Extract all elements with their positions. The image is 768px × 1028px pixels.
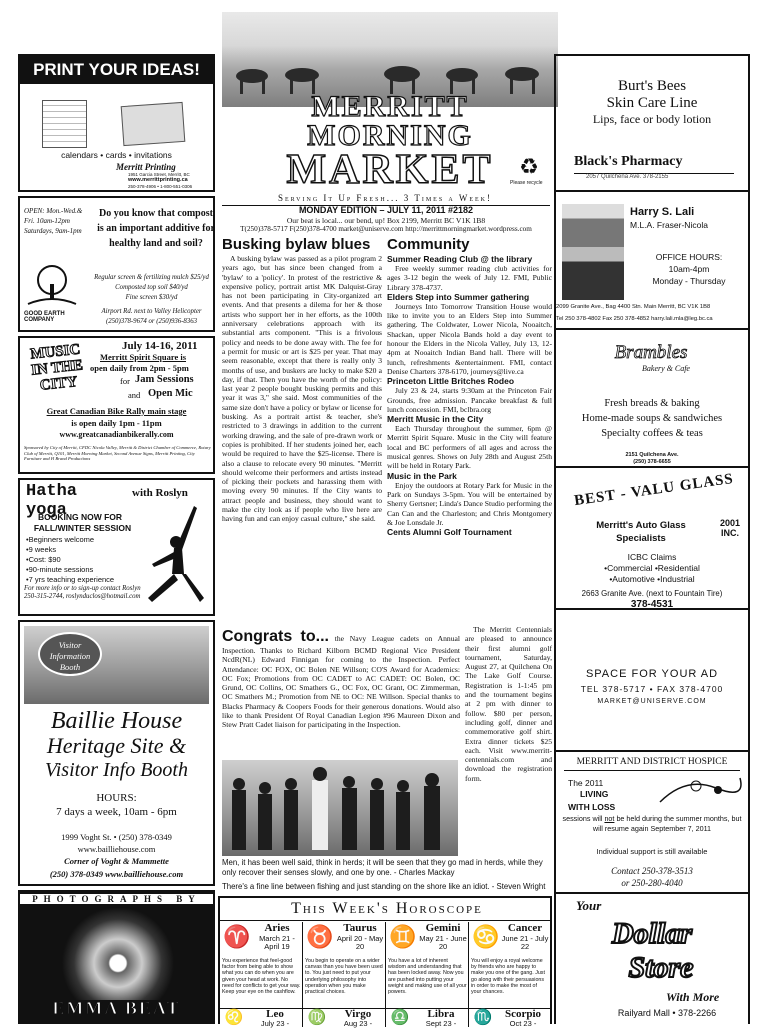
music-rally: Great Canadian Bike Rally main stage — [46, 406, 187, 416]
burts-line-3: Lips, face or body lotion — [592, 112, 712, 126]
contact-line: T(250)378-5717 F(250)378-4700 market@uniserve.com http://merrittmorningmarket.wordpress.com — [240, 225, 532, 233]
congrats-body: the Navy League cadets on Annual Inspection. Thanks to Richard Kilborn BCMD Regional Vice President NcdR(NL) Edward Finnigan for coming to the Inspection. Perfect Attendance: OC FOX, OC Bolen NE Willson; CO'S Award for Academics: OC Fox; Promotions from OC CADET to AC CADET: OC Bolen, OC Grund, OC Collins, OC Smathers G., OC Fox, OC Grant, OC Zimmerman, OC Smathers M.; Promotion from NE to OC: NE Willson. Special thanks to Blacks Pharmacy & Coopers Foods for their generous donations. Would also like to thank President Of Royal Canadian Legion #96 Maureen Dixon and Stew Pratt Cadet liaison for participating in the Inspection. — [222, 634, 460, 730]
bestvalu-address: 2663 Granite Ave. (next to Fountain Tire) — [581, 589, 723, 598]
bestvalu-phone: 378-4531 — [630, 599, 674, 610]
scorpio-icon: ♏ — [473, 1010, 493, 1026]
horoscope-sign-dates: April 20 - May 20 — [336, 934, 384, 951]
horoscope-box — [218, 896, 552, 1028]
music-sponsors: Sponsored by City of Merritt, CFDC Nicola Valley, Merritt & District Chamber of Commerce, Rotary Club of Merritt, Q101, Merritt Morning Market, Second Avenue Signs, Merritt Printing, City Furniture and H Brand Productions — [24, 445, 211, 462]
photo-ad — [18, 890, 215, 1024]
lali-ad — [556, 194, 748, 330]
horoscope-cell — [220, 1009, 303, 1027]
yoga-bullet-3: •Cost: $90 — [26, 555, 61, 564]
print-ad-items: calendars • cards • invitations — [61, 150, 172, 160]
yoga-figure — [138, 502, 214, 612]
horoscope-sign-dates: Aug 23 - — [343, 1019, 373, 1028]
horoscope-sign-dates: July 23 - — [260, 1019, 290, 1028]
aries-icon: ♈ — [223, 924, 251, 949]
horoscope-sign-name: Gemini — [425, 922, 461, 934]
music-dates: July 14-16, 2011 — [122, 340, 198, 352]
print-ad — [18, 54, 215, 192]
congrats-headline: Congrats to... — [222, 628, 329, 645]
quote-1: Men, it has been well said, think in herds; it will be seen that they go mad in herds, while they only recover their senses slowly, and one by one. - Charles Mackay — [222, 858, 543, 877]
brambles-ad — [556, 332, 748, 468]
community-item-body: Free weekly summer reading club activities for ages 3-12 begin the week of July 12. FMI, Public Library 378-4737. — [387, 264, 552, 292]
busking-headline: Busking bylaw blues — [222, 236, 371, 253]
space-ad-email[interactable]: MARKET@UNISERVE.COM — [597, 698, 707, 705]
music-ad — [18, 336, 215, 474]
community-item-title: Princeton Little Britches Rodeo — [387, 376, 515, 387]
yoga-bullet-2: •9 weeks — [26, 545, 57, 554]
lali-portrait — [562, 204, 624, 300]
masthead-title-morning: MORNING — [307, 119, 473, 152]
print-ad-address: 1951 Garcia Street, Merritt, BC — [128, 172, 190, 177]
hospice-the: The 2011 — [568, 778, 604, 788]
bestvalu-year: 2001 — [719, 518, 741, 528]
community-item-body: Enjoy the outdoors at Rotary Park for Music in the Park on Sundays 3-5pm. You will be entertained by Sherry Gertsner; Linda's Dance Studio performing the Can Can and the Charleston; and Chris Montgomery & Joe Lonsdale Jr. — [387, 480, 552, 527]
tagline: Serving It Up Fresh... 3 Times a Week! — [277, 193, 493, 203]
lali-name: Harry S. Lali — [630, 206, 695, 218]
burts-line-1: Burt's Bees — [617, 78, 687, 94]
horoscope-title: This Week's Horoscope — [291, 900, 483, 917]
community-item-title: Music in the Park — [387, 470, 457, 481]
bestvalu-types-1: •Commercial •Residential — [604, 563, 700, 573]
hospice-body — [560, 814, 744, 834]
taurus-icon: ♉ — [306, 924, 334, 949]
baillie-hours-label: HOURS: — [96, 792, 137, 804]
congrats-article — [222, 628, 460, 758]
compost-phone: (250)378-9674 or (250)936-8363 — [106, 318, 197, 325]
hospice-ad — [556, 754, 748, 894]
dollar-location: Railyard Mall • 378-2266 — [617, 1008, 717, 1018]
yoga-session: FALL/WINTER SESSION — [33, 523, 132, 533]
edition-line: MONDAY EDITION – JULY 11, 2011 #2182 — [298, 205, 474, 215]
baillie-corner: Corner of Voght & Mammette — [64, 856, 169, 866]
lali-hours: 10am-4pm — [668, 264, 710, 274]
flower-photo — [60, 908, 176, 1000]
baillie-name-2: Heritage Site & — [46, 733, 187, 758]
yoga-bullet-5: •7 yrs teaching experience — [26, 575, 115, 584]
hospice-body-2: be held during the summer months, but will resume again September 7, 2011 — [592, 814, 742, 833]
horoscope-cell — [469, 1009, 550, 1027]
lali-days: Monday - Thursday — [652, 276, 726, 286]
pharmacy-name: Black's Pharmacy — [574, 154, 683, 169]
compost-question: Do you know that compost is an important additive for healthy land and soil? — [97, 208, 215, 249]
brambles-phone: (250) 378-6655 — [633, 459, 671, 465]
space-ad — [556, 612, 748, 752]
hospice-support: Individual support is still available — [596, 847, 708, 856]
congrats-text — [222, 628, 460, 730]
hospice-contact: Contact 250-378-3513 — [611, 866, 693, 876]
music-open-mic: Open Mic — [148, 388, 193, 399]
horoscope-cell — [303, 922, 386, 1008]
recycle-text: Please recycle — [510, 180, 543, 186]
music-logo: MUSIC IN THE CITY — [29, 341, 84, 394]
hospice-flourish-icon — [656, 772, 742, 806]
print-ad-phones: 250-378-4906 • 1-800-551-0306 — [128, 184, 193, 189]
horoscope-sign-name: Aries — [264, 922, 290, 934]
yoga-title: Hatha yoga — [26, 482, 78, 520]
community-item-title: Merritt Music in the City — [387, 414, 484, 425]
community-item-title: Cents Alumni Golf Tournament — [387, 527, 512, 538]
baillie-hours: 7 days a week, 10am - 6pm — [56, 806, 177, 818]
dollar-name: Dollar — [611, 917, 692, 950]
compost-ad — [18, 196, 215, 332]
dollar-your: Your — [576, 898, 602, 913]
lali-office: OFFICE HOURS: — [655, 252, 723, 262]
cancer-icon: ♋ — [472, 924, 500, 949]
yoga-with: with Roslyn — [132, 487, 188, 499]
lali-role: M.L.A. Fraser-Nicola — [630, 220, 708, 230]
centennials-body: The Merritt Centennials are pleased to announce their first alumni golf tournament, Saturday, August 27, at Quilchena On The Lake Golf Course. Registration is 1-1:45 pm and the tournament begins at 2 pm with dinner to follow. $80 per person, including golf, dinner and commemorative golf shirt. Extra dinner tickets $25 each. Visit www.merritt-centennials.com and download the registration form. — [465, 625, 552, 783]
photo-ad-top: PHOTOGRAPHS BY — [20, 894, 213, 904]
baillie-name-3: Visitor Info Booth — [45, 759, 188, 781]
space-ad-title: SPACE FOR YOUR AD — [585, 668, 719, 680]
baillie-address: 1999 Voght St. • (250) 378-0349 — [61, 832, 172, 842]
brambles-line-1: Fresh breads & baking — [604, 398, 700, 409]
music-web: www.greatcanadianbikerally.com — [59, 430, 174, 439]
yoga-bullet-4: •90-minute sessions — [26, 565, 94, 574]
hospice-title: MERRITT AND DISTRICT HOSPICE — [576, 757, 728, 767]
space-ad-phones: TEL 378-5717 • FAX 378-4700 — [580, 684, 724, 694]
yoga-booking: BOOKING NOW FOR — [37, 512, 123, 522]
horoscope-sign-dates: June 21 - July 22 — [501, 934, 549, 951]
print-ad-brand: Merritt Printing — [116, 162, 176, 172]
bestvalu-ad — [556, 470, 748, 610]
compost-price-2: Composted top soil $40/yd — [115, 284, 188, 291]
horoscope-sign-name: Libra — [427, 1008, 455, 1020]
community-item-title: Elders Step into Summer gathering — [387, 291, 530, 302]
brambles-line-3: Specialty coffees & teas — [601, 428, 703, 439]
community-item-title: Summer Reading Club @ the library — [387, 254, 533, 264]
horoscope-sign-dates: March 21 - April 19 — [259, 934, 295, 951]
tree-logo — [26, 264, 78, 310]
dollar-with: With More — [666, 990, 720, 1004]
brambles-logo-sub: Bakery & Cafe — [642, 364, 690, 373]
masthead-title-merritt: MERRITT — [311, 90, 469, 123]
burts-ad — [556, 56, 748, 192]
lali-address: 2099 Granite Ave., Bag 4400 Stn. Main Merritt, BC V1K 1B8 — [556, 304, 711, 310]
print-ad-web: www.merrittprinting.ca — [128, 177, 188, 183]
masthead-title-market: MARKET — [286, 147, 494, 193]
calendar-image — [42, 100, 87, 148]
burts-line-2: Skin Care Line — [606, 95, 698, 111]
music-rally-hours: is open daily 1pm - 11pm — [71, 418, 162, 428]
horoscope-sign-name: Virgo — [344, 1008, 372, 1020]
hospice-or: or 250-280-4040 — [621, 878, 683, 888]
compost-price-1: Regular screen & fertilizing mulch $25/yd — [94, 274, 209, 281]
brambles-address: 2151 Quilchena Ave. — [625, 452, 679, 458]
hospice-body-1: sessions will — [562, 814, 603, 823]
hospice-rule — [564, 770, 740, 771]
horoscope-sign-text: You begin to operate on a wider canvas than you have been used to. You just need to put your underlying philosophy into operation when you make practical choices. — [305, 958, 383, 996]
horoscope-sign-text: You have a lot of inherent wisdom and understanding that has been locked away. Now you are pushed into putting your weight and making use of all your powers. — [388, 958, 467, 996]
music-for: for — [120, 376, 130, 386]
bestvalu-line-2: Specialists — [616, 533, 666, 544]
bestvalu-line-1: Merritt's Auto Glass — [596, 520, 686, 531]
compost-logo-text: GOOD EARTH COMPANY — [24, 311, 65, 323]
card-image — [121, 102, 186, 146]
baillie-footer: (250) 378-0349 www.bailliehouse.com — [49, 869, 184, 879]
music-and: and — [128, 390, 141, 400]
libra-icon: ♎ — [390, 1010, 410, 1026]
hospice-with: WITH LOSS — [568, 802, 616, 812]
yoga-bullet-1: •Beginners welcome — [26, 535, 95, 544]
music-square: Merritt Spirit Square is — [100, 352, 187, 362]
baillie-web[interactable]: www.bailliehouse.com — [77, 844, 156, 854]
horoscope-sign-name: Taurus — [343, 922, 377, 934]
bestvalu-inc: INC. — [721, 528, 739, 538]
masthead — [170, 0, 578, 200]
yoga-ad — [18, 478, 215, 616]
dollar-ad — [556, 896, 748, 1024]
horoscope-sign-name: Scorpio — [504, 1008, 542, 1020]
print-ad-headline: PRINT YOUR IDEAS! — [20, 56, 213, 84]
horoscope-sign-dates: Sept 23 - — [425, 1019, 457, 1028]
compost-location: Airport Rd. next to Valley Helicopter — [101, 308, 202, 315]
photo-ad-name: EMMA BEAT — [52, 998, 181, 1018]
hospice-living: LIVING — [580, 789, 609, 799]
virgo-icon: ♍ — [307, 1010, 327, 1026]
horoscope-cell — [303, 1009, 386, 1027]
horoscope-sign-dates: May 21 - June 20 — [419, 934, 467, 951]
gemini-icon: ♊ — [389, 924, 417, 949]
music-daily: open daily from 2pm - 5pm — [90, 363, 189, 373]
recycle-icon: ♻ — [519, 154, 539, 179]
cadets-photo — [222, 760, 458, 856]
music-jam: Jam Sessions — [135, 374, 194, 385]
brambles-logo: Brambles — [614, 342, 688, 363]
compost-price-3: Fine screen $30/yd — [125, 294, 178, 301]
bestvalu-types-2: •Automotive •Industrial — [609, 574, 695, 584]
baillie-name-1: Baillie House — [50, 708, 183, 734]
hospice-not: not — [604, 814, 615, 823]
community-item-body: July 23 & 24, starts 9:30am at the Princeton Fair Grounds, free admission. Pancake breakfast & full lunch concession. FMI, bclbra.org — [387, 386, 552, 414]
busking-body: A busking bylaw was passed as a pilot program 2 years ago, but has since been changed from a 'bylaw' to a 'policy'. In protest of the restrictive & expensive policy, portrait artist MK Dalquist-Gray has not been participating in City-organized art events. And that presents a dilema for her & those artists who support her in her efforts, as the 100th anniversary celebrations approach with its substantial arts component. "This is a frivolous policy and needs to be done away with. The fee for a permit for music or art is $25 per year. That may seem reasonable, except that there is really only 3 months of use, and buskers are lucky to make $20 a day, if that. Then you have the worth of the policy: last year 2 people bought busking permits and this year it was 3," she said. Most communities of the same size don't have a policy or bylaw or license for busking. As a portrait artist & teacher, she's restricted to 3 drawings in addition to the current working drawing, and the sale of pre-drawn work or copies is prohibited. If her students joined her, each would be required to have the $25-license. There is also a clause to relocate every 90 minutes. "Merritt should welcome their performers and artists instead of picking their pockets and harassing them with moving every 90 minutes. If the City wants to attract people and business, they should want to make the city look as if people who live here are having fun and can enjoy casual culture," she said. — [222, 254, 382, 524]
horoscope-sign-name: Leo — [266, 1008, 284, 1020]
community-item-body: Journeys Into Tomorrow Transition House would like to invite you to an Elders Step into Summer gathering. The Coldwater, Lower Nicola, Nooaitch, Shackan, upper Nicola Bands hold a day event to honour the Elders in the Nicola Valley, July 13, 12-4pm at Nooaitch Indian Band hall. There will be lunch, refreshments &entertainment. FMI, contact Denise Charters 378-6170, journeys@live.ca — [387, 301, 552, 376]
local-line: Our beat is local... our bend, up! Box 2199, Merritt BC V1K 1B8 — [286, 216, 486, 225]
pharmacy-address: 2057 Quilchena Ave. 378-2155 — [586, 174, 669, 180]
leo-icon: ♌ — [224, 1010, 244, 1026]
horoscope-cell — [220, 922, 303, 1008]
quote-2: There's a fine line between fishing and just standing on the shore like an idiot. - Steven Wright — [222, 882, 546, 891]
horoscope-sign-text: You experience that feel-good factor from being able to show what you can do when you are given your head at work. No need for conflicts to get your way. Keep your eye on the cashflow. — [222, 958, 301, 996]
horoscope-cell — [386, 1009, 469, 1027]
compost-hours: OPEN: Mon.-Wed.& Fri. 10am-12pm Saturdays, 9am-1pm — [24, 207, 83, 235]
brambles-line-2: Home-made soups & sandwiches — [581, 413, 723, 424]
community-headline: Community — [387, 236, 470, 253]
horoscope-cell — [469, 922, 550, 1008]
lali-contact: Tel 250 378-4802 Fax 250 378-4852 harry.lali.mla@leg.bc.ca — [556, 316, 713, 322]
community-item-body: Each Thursday throughout the summer, 6pm @ Merritt Spirit Square. Music in the City will feature local and BC performers of all ages and across the musical genres. Shows on July 28th and August 25th will be held in Rotary Park. — [387, 424, 552, 471]
horoscope-rule — [220, 920, 550, 921]
horoscope-sign-text: You will enjoy a royal welcome by friends who are happy to make you one of the gang. Just go along with their persuasions in order to make the most of your chances. — [471, 958, 545, 996]
horoscope-cell — [386, 922, 469, 1008]
bestvalu-claims: ICBC Claims — [627, 552, 677, 562]
dollar-store: Store — [628, 951, 694, 984]
baillie-ad — [18, 620, 215, 886]
community-column — [387, 254, 552, 624]
baillie-sign: Visitor Information Booth — [38, 632, 102, 676]
bestvalu-logo: BEST - VALU GLASS — [573, 470, 735, 510]
horoscope-sign-name: Cancer — [507, 922, 543, 934]
yoga-info: For more info or to sign-up contact Roslyn 250-315-2744, roslynduclos@hotmail.com — [24, 585, 141, 600]
horoscope-sign-dates: Oct 23 - — [509, 1019, 537, 1028]
